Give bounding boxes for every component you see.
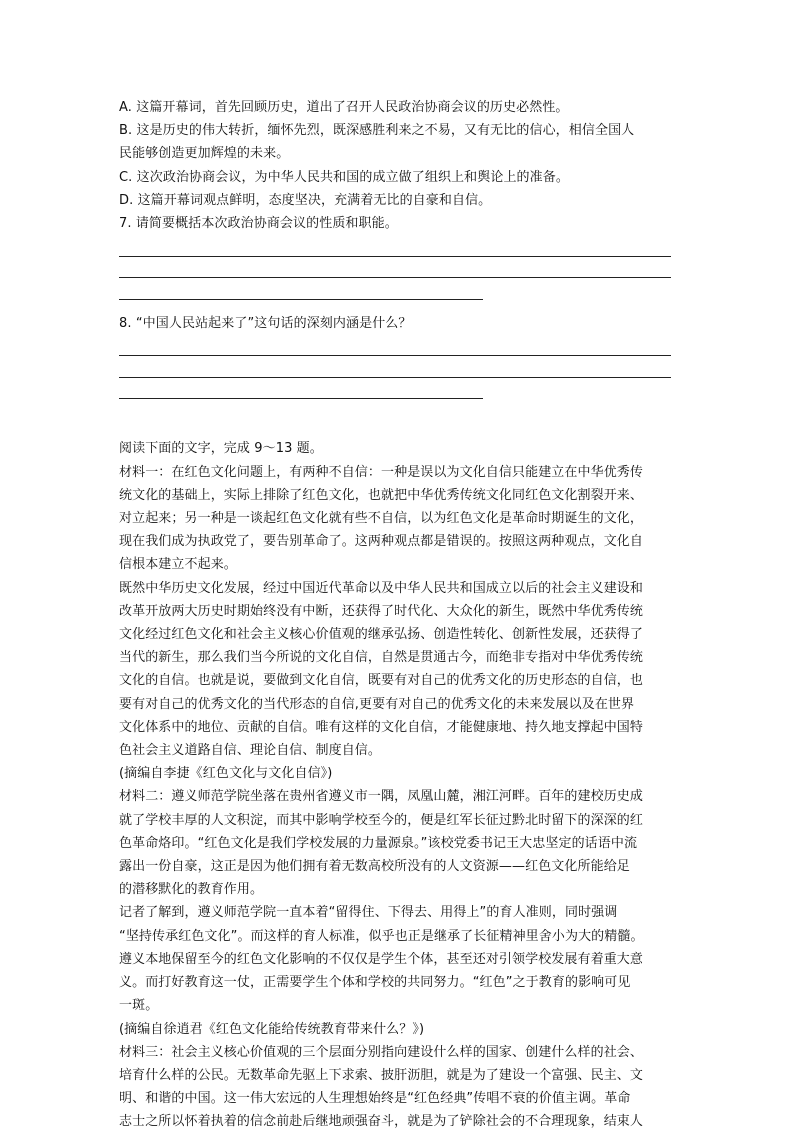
answer-line [119, 256, 671, 257]
passage-line: 就了学校丰厚的人文积淀，而其中影响学校至今的，便是红军长征过黔北时留下的深深的红 [119, 812, 644, 828]
answer-line [119, 277, 671, 278]
passage-line: 文化的自信。也就是说，要做到文化自信，既要有对自己的优秀文化的历史形态的自信，也 [119, 673, 644, 689]
passage-line: 现在我们成为执政党了，要告别革命了。这两种观点都是错误的。按照这两种观点，文化自 [119, 534, 644, 550]
passage-line: 露出一份自豪，这正是因为他们拥有着无数高校所没有的人文资源——红色文化所能给足 [119, 859, 630, 875]
passage-line: 对立起来；另一种是一谈起红色文化就有些不自信，以为红色文化是革命时期诞生的文化， [119, 511, 644, 527]
option-text: B. 这是历史的伟大转折，缅怀先烈，既深感胜利来之不易，又有无比的信心，相信全国人 [119, 123, 635, 139]
passage-line: 材料二：遵义师范学院坐落在贵州省遵义市一隅，凤凰山麓，湘江河畔。百年的建校历史成 [119, 789, 644, 805]
passage-line: 记者了解到，遵义师范学院一直本着“留得住、下得去、用得上”的育人准则，同时强调 [119, 905, 618, 921]
reading-passage [119, 461, 679, 1134]
question-7: 7. 请简要概括本次政治协商会议的性质和职能。 [119, 216, 398, 232]
answer-line [119, 377, 671, 378]
passage-line: 的潜移默化的教育作用。 [119, 882, 264, 898]
answer-lines-q7 [119, 256, 679, 300]
option-text: A. 这篇开幕词，首先回顾历史，道出了召开人民政治协商会议的历史必然性。 [119, 100, 569, 115]
passage-line: 材料一：在红色文化问题上，有两种不自信：一种是误以为文化自信只能建立在中华优秀传 [119, 464, 644, 480]
option-c [119, 166, 679, 189]
passage-line: 材料三：社会主义核心价值观的三个层面分别指向建设什么样的国家、创建什么样的社会、 [119, 1044, 644, 1060]
passage-line: 统文化的基础上，实际上排除了红色文化，也就把中华优秀传统文化同红色文化割裂开来、 [119, 487, 644, 503]
option-b [119, 119, 679, 165]
option-text: D. 这篇开幕词观点鲜明，态度坚决，充满着无比的自豪和自信。 [119, 192, 492, 208]
question-8: 8. “中国人民站起来了”这句话的深刻内涵是什么？ [119, 315, 412, 331]
passage-line: 既然中华历史文化发展，经过中国近代革命以及中华人民共和国成立以后的社会主义建设和 [119, 580, 644, 596]
passage-line: 培育什么样的公民。无数革命先驱上下求索、披肝沥胆，就是为了建设一个富强、民主、文 [119, 1067, 644, 1083]
passage-line: 遵义本地保留至今的红色文化影响的不仅仅是学生个体，甚至还对引领学校发展有着重大意 [119, 951, 644, 967]
source-citation: (摘编自李捷《红色文化与文化自信》) [119, 766, 333, 782]
passage-line: 文化经过红色文化和社会主义核心价值观的继承弘扬、创造性转化、创新性发展，还获得了 [119, 627, 644, 643]
answer-line [119, 355, 671, 356]
passage-line: 色革命烙印。“红色文化是我们学校发展的力量源泉。”该校党委书记王大忠坚定的话语中流 [119, 835, 638, 851]
passage-line: “坚持传承红色文化”。而这样的育人标准，似乎也正是继承了长征精神里舍小为大的精髓。 [119, 928, 644, 944]
passage-line: 志士之所以怀着执着的信念前赴后继地顽强奋斗，就是为了铲除社会的不合理现象，结束人 [119, 1114, 644, 1130]
reading-intro: 阅读下面的文字，完成 9～13 题。 [119, 441, 323, 457]
option-text: 民能够创造更加辉煌的未来。 [119, 146, 290, 162]
option-d [119, 189, 679, 212]
source-citation: (摘编自徐逍君《红色文化能给传统教育带来什么？》) [119, 1021, 425, 1037]
passage-line: 色社会主义道路自信、理论自信、制度自信。 [119, 743, 382, 759]
option-text: C. 这次政治协商会议，为中华人民共和国的成立做了组织上和舆论上的准备。 [119, 169, 569, 185]
passage-line: 义。而打好教育这一仗，正需要学生个体和学校的共同努力。“红色”之于教育的影响可见 [119, 975, 631, 991]
passage-line: 文化体系中的地位、贡献的自信。唯有这样的文化自信，才能健康地、持久地支撑起中国特 [119, 719, 644, 735]
answer-lines-q8 [119, 355, 679, 399]
option-a [119, 96, 679, 119]
passage-line: 改革开放两大历史时期始终没有中断，还获得了时代化、大众化的新生，既然中华优秀传统 [119, 603, 644, 619]
passage-line: 明、和谐的中国。这一伟大宏远的人生理想始终是“红色经典”传唱不衰的价值主调。革命 [119, 1091, 631, 1107]
passage-line: 要有对自己的优秀文化的当代形态的自信,更要有对自己的优秀文化的未来发展以及在世界 [119, 696, 635, 712]
answer-line [119, 299, 483, 300]
passage-line: 信根本建立不起来。 [119, 557, 237, 573]
exam-page [119, 96, 679, 1134]
passage-line: 一斑。 [119, 998, 159, 1014]
answer-line [119, 398, 483, 399]
passage-line: 当代的新生，那么我们当今所说的文化自信，自然是贯通古今，而绝非专指对中华优秀传统 [119, 650, 644, 666]
